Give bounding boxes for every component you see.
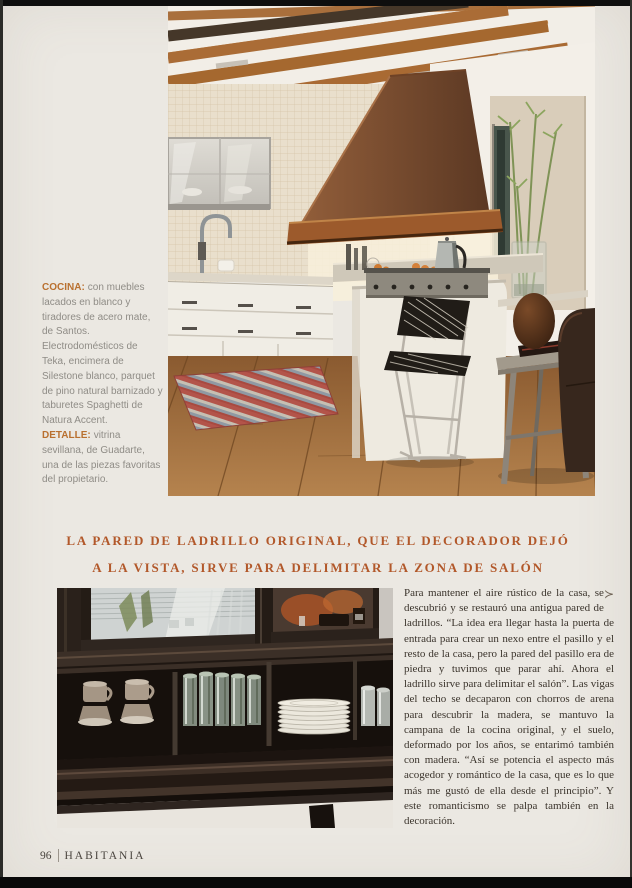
white-base-cabinets — [168, 282, 333, 366]
kitchen-photo — [168, 6, 595, 496]
magazine-name: HABITANIA — [64, 849, 146, 862]
photo-caption — [42, 281, 164, 488]
caption-cocina-text: con muebles lacados en blanco y tiradores de acero mate, de Santos. Electrodomésticos de Teka, encimera de Silestone blanco, parquet de pino natural barnizado y taburetes Spaghetti de Natura Accent. — [42, 282, 163, 427]
glasses — [183, 672, 261, 727]
article-text: Para mantener el aire rústico de la casa, se descubrió y se restauró una antigua pared de ladrillos. “La idea era llegar hasta la puerta de entrada para crear un nexo entre el pasillo y el resto de la casa, pero la pared del pasillo era de piedra y tuvimos que parar ahí. Ahora el ladrillo sirve para delimitar el salón”. Las vigas del techo se decaparon con chorros de arena para descubrir la madera, se mantuvo la campana de la cocina original, y el suelo, deformado por los años, se entarimó también con madera. “Así se potencia el aspecto más acogedor y romántico de la casa, que es lo que más me gustó de ella desde el principio”. Y este romanticismo se palpa también en la decoración. — [404, 587, 614, 828]
page-footer — [40, 849, 145, 862]
footer-divider — [58, 849, 59, 862]
plate-stack — [278, 699, 350, 734]
caption-detalle-text: vitrina sevillana, de Guadarte, una de las piezas favoritas del propietario. — [42, 429, 161, 486]
kitchen-photo-illustration — [168, 6, 595, 496]
glass-cabinet — [168, 138, 270, 210]
caption-cocina — [42, 281, 164, 429]
caption-detalle — [42, 429, 164, 488]
vitrina-photo — [57, 588, 393, 828]
table-leg — [309, 804, 335, 828]
caption-detalle-label: DETALLE: — [42, 429, 91, 441]
section-headline — [48, 527, 588, 581]
caption-cocina-label: COCINA: — [42, 282, 85, 293]
range-cooktop — [364, 268, 490, 298]
page-bottom-black-bar — [0, 877, 632, 888]
article-column — [404, 586, 614, 829]
gourd — [513, 293, 555, 349]
continuation-arrow: ≻ — [603, 587, 614, 601]
page-number: 96 — [40, 849, 52, 862]
headline-line-1: LA PARED DE LADRILLO ORIGINAL, QUE EL DECORADOR DEJÓ — [66, 533, 570, 548]
headline-line-2: A LA VISTA, SIRVE PARA DELIMITAR LA ZONA DE SALÓN — [92, 560, 544, 575]
sofa — [558, 308, 595, 472]
vitrina-photo-illustration — [57, 588, 393, 828]
page-left-edge — [0, 0, 3, 888]
